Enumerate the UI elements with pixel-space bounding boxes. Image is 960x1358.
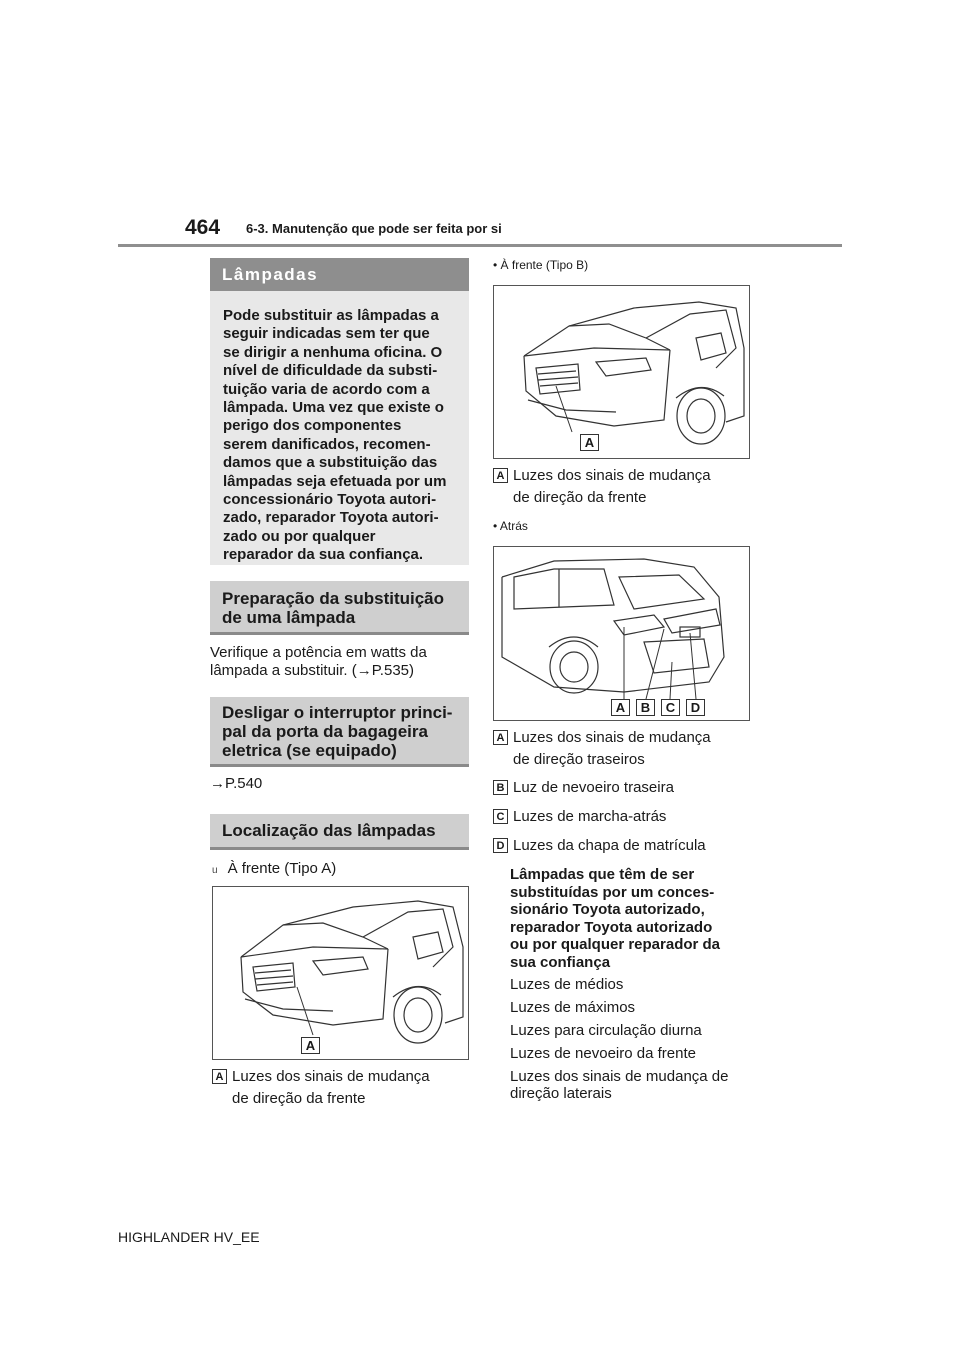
- prep-heading: [210, 581, 469, 635]
- page-number: 464: [185, 216, 221, 239]
- legend-label-a: A: [493, 468, 508, 483]
- suv-rear-illustration: [494, 547, 749, 720]
- location-heading: [210, 814, 469, 850]
- dealer-heading-line: sua confiança: [510, 953, 611, 971]
- switch-heading-line: eletrica (se equipado): [222, 741, 397, 760]
- legend-text-line: de direção da frente: [232, 1090, 366, 1107]
- legend-label-a: A: [493, 730, 508, 745]
- bullet-icon: u: [212, 865, 218, 876]
- prep-text-line: lâmpada a substituir. (→P.535): [210, 662, 415, 679]
- dealer-item: Luzes de médios: [510, 976, 624, 993]
- front-type-a-figure: [212, 886, 469, 1060]
- front-type-b-figure: [493, 285, 750, 459]
- suv-front-illustration: [213, 887, 468, 1059]
- location-heading-text: Localização das lâmpadas: [222, 821, 436, 840]
- intro-line: concessionário Toyota autori-: [223, 491, 437, 509]
- header-rule: [118, 244, 842, 247]
- legend-label-c: C: [493, 809, 508, 824]
- dealer-item: Luzes de nevoeiro da frente: [510, 1045, 696, 1062]
- callout-a: A: [611, 699, 630, 716]
- intro-line: lâmpadas seja efetuada por um: [223, 472, 447, 490]
- legend-text-line: Luzes de marcha-atrás: [513, 808, 667, 825]
- prep-heading-line: de uma lâmpada: [222, 608, 356, 627]
- dealer-heading-line: sionário Toyota autorizado,: [510, 901, 705, 918]
- legend-text-line: Luz de nevoeiro traseira: [513, 779, 674, 796]
- legend-text-line: Luzes dos sinais de mudança: [513, 467, 711, 484]
- prep-text: [210, 644, 427, 680]
- dealer-item: direção laterais: [510, 1085, 612, 1102]
- dealer-items: [510, 976, 728, 1102]
- switch-heading-line: pal da porta da bagageira: [222, 722, 428, 741]
- intro-line: perigo dos componentes: [223, 417, 402, 435]
- suv-front-b-illustration: [494, 286, 749, 458]
- legend-text-line: de direção traseiros: [513, 751, 645, 768]
- intro-line: zado, reparador Toyota autori-: [223, 509, 439, 527]
- legend-text-line: Luzes da chapa de matrícula: [513, 837, 706, 854]
- callout-c: C: [661, 699, 680, 716]
- switch-ref: →P.540: [210, 775, 263, 792]
- intro-line: tuição varia de acordo com a: [223, 380, 430, 398]
- lampadas-heading-text: Lâmpadas: [222, 265, 319, 284]
- callout-d: D: [686, 699, 705, 716]
- dealer-heading-line: substituídas por um conces-: [510, 883, 715, 901]
- intro-line: serem danificados, recomen-: [223, 435, 431, 453]
- dealer-heading: [510, 866, 720, 971]
- rear-figure: [493, 546, 750, 721]
- lampadas-heading: [210, 258, 469, 291]
- intro-line: zado ou por qualquer: [223, 527, 376, 545]
- intro-line: nível de dificuldade da substi-: [223, 362, 438, 380]
- dealer-heading-line: reparador Toyota autorizado: [510, 918, 713, 936]
- intro-line: damos que a substituição das: [223, 454, 438, 472]
- front-a-label-text: À frente (Tipo A): [227, 860, 337, 877]
- callout-a: A: [301, 1037, 320, 1054]
- legend-text-line: de direção da frente: [513, 489, 647, 506]
- intro-line: se dirigir a nenhuma oficina. O: [223, 343, 443, 361]
- rear-label: • Atrás: [493, 519, 528, 533]
- prep-heading-line: Preparação da substituição: [222, 589, 445, 608]
- front-b-label: • À frente (Tipo B): [493, 258, 589, 272]
- footer-model: HIGHLANDER HV_EE: [118, 1229, 260, 1245]
- legend-label-b: B: [493, 780, 508, 795]
- dealer-item: Luzes para circulação diurna: [510, 1022, 702, 1039]
- prep-text-line: Verifique a potência em watts da: [210, 644, 427, 661]
- legend-text-line: Luzes dos sinais de mudança: [232, 1068, 430, 1085]
- switch-heading: [210, 697, 469, 767]
- callout-b: B: [636, 699, 655, 716]
- section-title: 6-3. Manutenção que pode ser feita por si: [246, 221, 502, 236]
- legend-label-d: D: [493, 838, 508, 853]
- dealer-heading-line: Lâmpadas que têm de ser: [510, 866, 695, 883]
- front-a-label: [212, 860, 336, 880]
- dealer-item: Luzes dos sinais de mudança de: [510, 1068, 729, 1085]
- switch-heading-line: Desligar o interruptor princi-: [222, 703, 453, 722]
- dealer-heading-line: ou por qualquer reparador da: [510, 936, 721, 953]
- legend-label-a: A: [212, 1069, 227, 1084]
- intro-line: Pode substituir as lâmpadas a: [223, 307, 439, 324]
- legend-text-line: Luzes dos sinais de mudança: [513, 729, 711, 746]
- callout-a: A: [580, 434, 599, 451]
- intro-line: lâmpada. Uma vez que existe o: [223, 399, 444, 417]
- intro-line: seguir indicadas sem ter que: [223, 325, 430, 343]
- intro-line: reparador da sua confiança.: [223, 546, 424, 564]
- intro-box: [210, 291, 469, 565]
- dealer-item: Luzes de máximos: [510, 999, 636, 1016]
